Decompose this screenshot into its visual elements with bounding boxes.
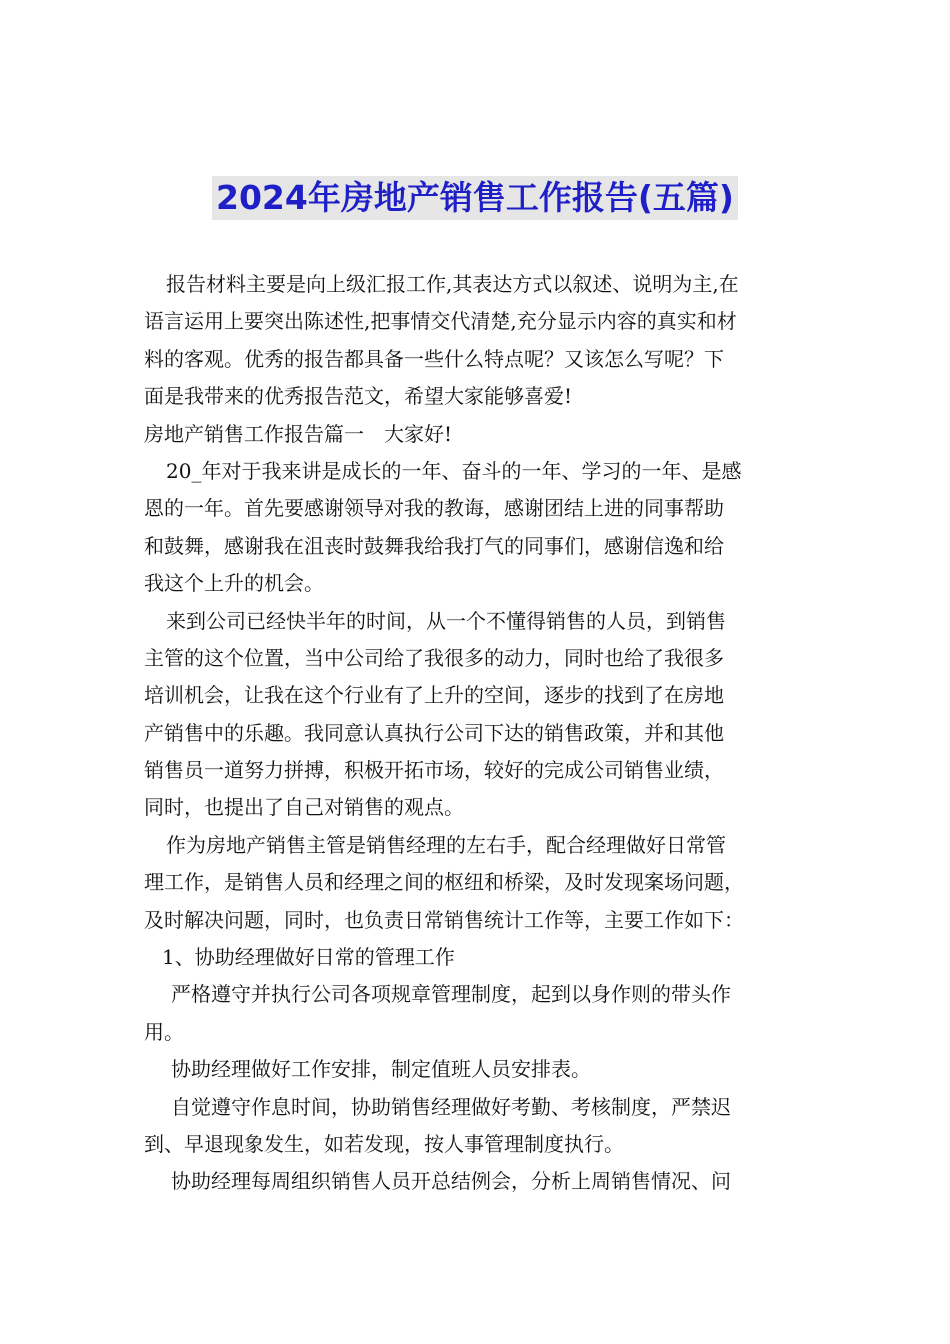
paragraph-line: 严格遵守并执行公司各项规章管理制度，起到以身作则的带头作 xyxy=(171,982,731,1007)
paragraph-line: 20_年对于我来讲是成长的一年、奋斗的一年、学习的一年、是感 xyxy=(166,458,742,483)
document-body xyxy=(144,266,810,1201)
paragraph-line: 语言运用上要突出陈述性,把事情交代清楚,充分显示内容的真实和材 xyxy=(144,309,737,334)
section-heading-line: 房地产销售工作报告篇一 大家好! xyxy=(144,421,453,446)
paragraph-line: 和鼓舞，感谢我在沮丧时鼓舞我给我打气的同事们，感谢信逸和给 xyxy=(144,533,724,558)
paragraph-line: 理工作，是销售人员和经理之间的枢纽和桥梁，及时发现案场问题， xyxy=(144,870,744,895)
paragraph-line: 恩的一年。首先要感谢领导对我的教诲，感谢团结上进的同事帮助 xyxy=(144,496,724,521)
paragraph-line: 面是我带来的优秀报告范文，希望大家能够喜爱! xyxy=(144,384,573,409)
paragraph-line: 协助经理做好工作安排，制定值班人员安排表。 xyxy=(171,1057,591,1082)
paragraph-line: 用。 xyxy=(144,1019,184,1044)
paragraph-line: 主管的这个位置，当中公司给了我很多的动力，同时也给了我很多 xyxy=(144,645,724,670)
paragraph-line: 料的客观。优秀的报告都具备一些什么特点呢？又该怎么写呢？下 xyxy=(144,346,724,371)
paragraph-line: 及时解决问题，同时，也负责日常销售统计工作等，主要工作如下： xyxy=(144,907,744,932)
paragraph-line: 报告材料主要是向上级汇报工作,其表达方式以叙述、说明为主,在 xyxy=(166,272,739,296)
document-title: 2024年房地产销售工作报告(五篇) xyxy=(212,176,738,220)
paragraph-line: 自觉遵守作息时间，协助销售经理做好考勤、考核制度，严禁迟 xyxy=(171,1094,731,1119)
paragraph-line: 到、早退现象发生，如若发现，按人事管理制度执行。 xyxy=(144,1131,624,1156)
title-container xyxy=(0,176,950,220)
paragraph-line: 来到公司已经快半年的时间，从一个不懂得销售的人员，到销售 xyxy=(166,608,726,633)
paragraph-line: 协助经理每周组织销售人员开总结例会，分析上周销售情况、问 xyxy=(171,1169,731,1194)
paragraph-line: 作为房地产销售主管是销售经理的左右手，配合经理做好日常管 xyxy=(166,832,726,857)
paragraph-line: 同时，也提出了自己对销售的观点。 xyxy=(144,795,464,820)
paragraph-line: 培训机会，让我在这个行业有了上升的空间，逐步的找到了在房地 xyxy=(144,683,724,708)
paragraph-line: 我这个上升的机会。 xyxy=(144,571,324,596)
paragraph-line: 销售员一道努力拼搏，积极开拓市场，较好的完成公司销售业绩， xyxy=(144,758,724,783)
list-item-heading: 1、协助经理做好日常的管理工作 xyxy=(162,945,455,970)
paragraph-line: 产销售中的乐趣。我同意认真执行公司下达的销售政策，并和其他 xyxy=(144,720,724,745)
